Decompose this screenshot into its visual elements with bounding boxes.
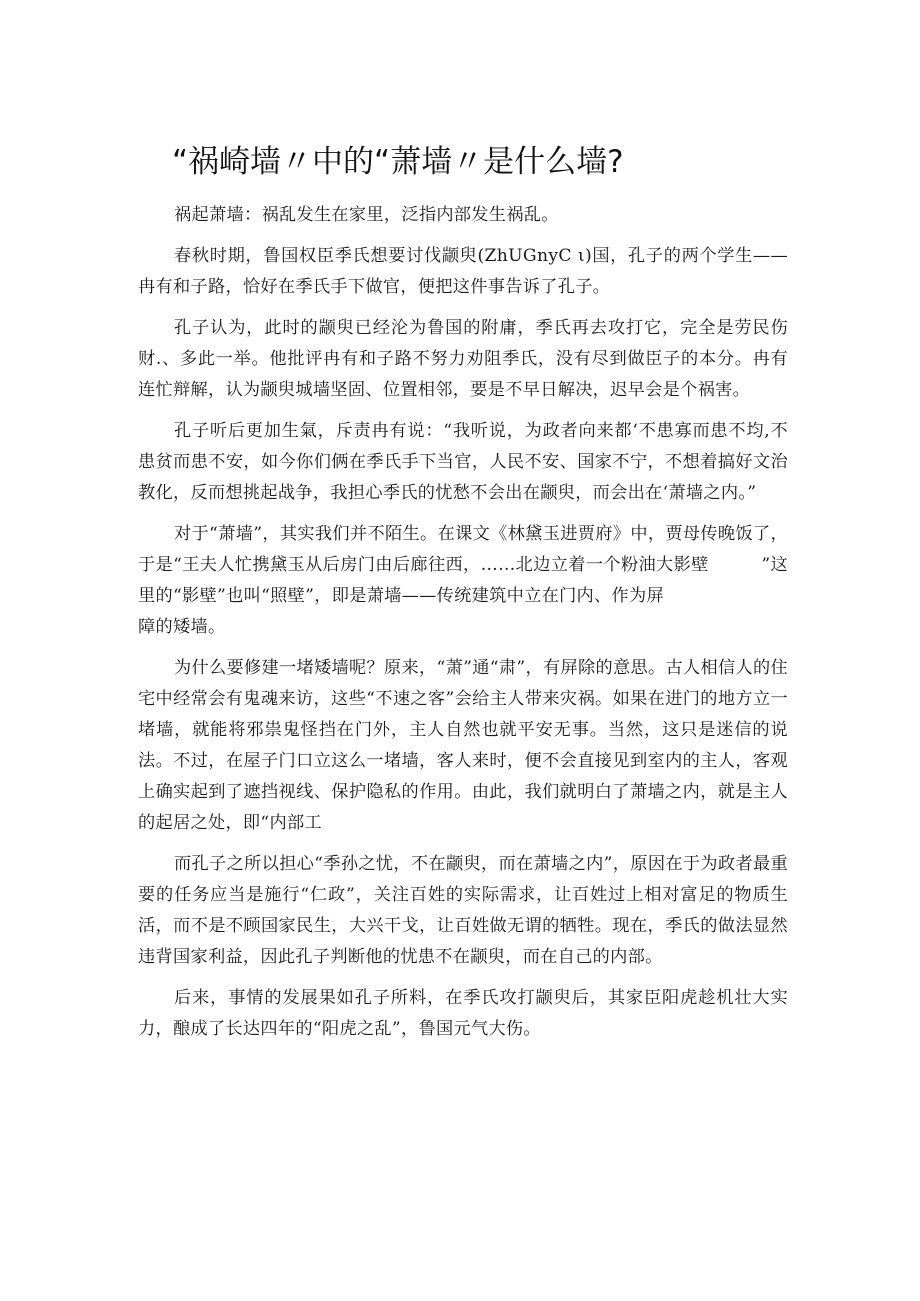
paragraph-confucius-rebuke: 孔子听后更加生氣，斥责冉有说：“我听说，为政者向来都‘不患寡而患不均,不患贫而患不安，如今你们俩在季氏手下当官，人民不安、国家不宁，不想着搞好文治教化，反而想挑起战争，我担心季氏的忧愁不会出在颛臾，而会出在‘萧墙之内。” bbox=[138, 421, 788, 503]
paragraph-definition: 祸起萧墙：祸乱发生在家里，泛指内部发生祸乱。 bbox=[174, 205, 559, 225]
document-title: “祸崎墙〃中的“萧墙〃是什么墙? bbox=[172, 144, 624, 180]
paragraph-benevolent-rule: 而孔子之所以担心“季孙之忧，不在颛臾，而在萧墙之内”，原因在于为政者最重要的任务应当是施行“仁政”，关注百姓的实际需求，让百姓过上相对富足的物质生活，而不是不顾国家民生，大兴干戈，让百姓做无谓的牺牲。现在，季氏的做法显然违背国家利益，因此孔子判断他的忧患不在颛臾，而在自己的内部。 bbox=[138, 854, 788, 967]
paragraph-why-wall: 为什么要修建一堵矮墙呢？原来，“萧”通“肃”，有屏除的意思。古人相信人的住宅中经常会有鬼魂来访，这些“不速之客”会给主人带来灾祸。如果在进门的地方立一堵墙，就能将邪祟鬼怪挡在门外，主人自然也就平安无事。当然，这只是迷信的说法。不过，在屋子门口立这么一堵墙，客人来时，便不会直接见到室内的主人，客观上确实起到了遮挡视线、保护隐私的作用。由此，我们就明白了萧墙之内，就是主人的起居之处，即“内部工 bbox=[138, 658, 788, 833]
paragraph-screen-wall: 对于“萧墙”，其实我们并不陌生。在课文《林黛玉进贾府》中，贾母传晚饭了，于是“王夫人忙携黛玉从后房门由后廊往西，……北边立着一个粉油大影壁 ”这里的“影壁”也叫“照壁”，即是萧墙——传统建筑中立在门内、作为屏 bbox=[138, 524, 788, 606]
paragraph-outcome: 后来，事情的发展果如孔子所料，在季氏攻打颛臾后，其家臣阳虎趁机壮大实力，酿成了长达四年的“阳虎之乱”，鲁国元气大伤。 bbox=[138, 988, 788, 1039]
paragraph-confucius-view: 孔子认为，此时的颛臾已经沦为鲁国的附庸，季氏再去攻打它，完全是劳民伤财.、多此一举。他批评冉有和子路不努力劝阻季氏，没有尽到做臣子的本分。冉有连忙辩解，认为颛臾城墙坚固、位置相邻，要是不早日解决，迟早会是个祸害。 bbox=[138, 318, 788, 400]
paragraph-background: 春秋时期，鲁国权臣季氏想要讨伐颛臾(ZhUGnyC ι)国，孔子的两个学生——冉有和子路，恰好在季氏手下做官，便把这件事告诉了孔子。 bbox=[138, 246, 788, 297]
document-body bbox=[138, 200, 788, 1045]
paragraph-screen-wall-continued: 障的矮墙。 bbox=[138, 617, 226, 637]
